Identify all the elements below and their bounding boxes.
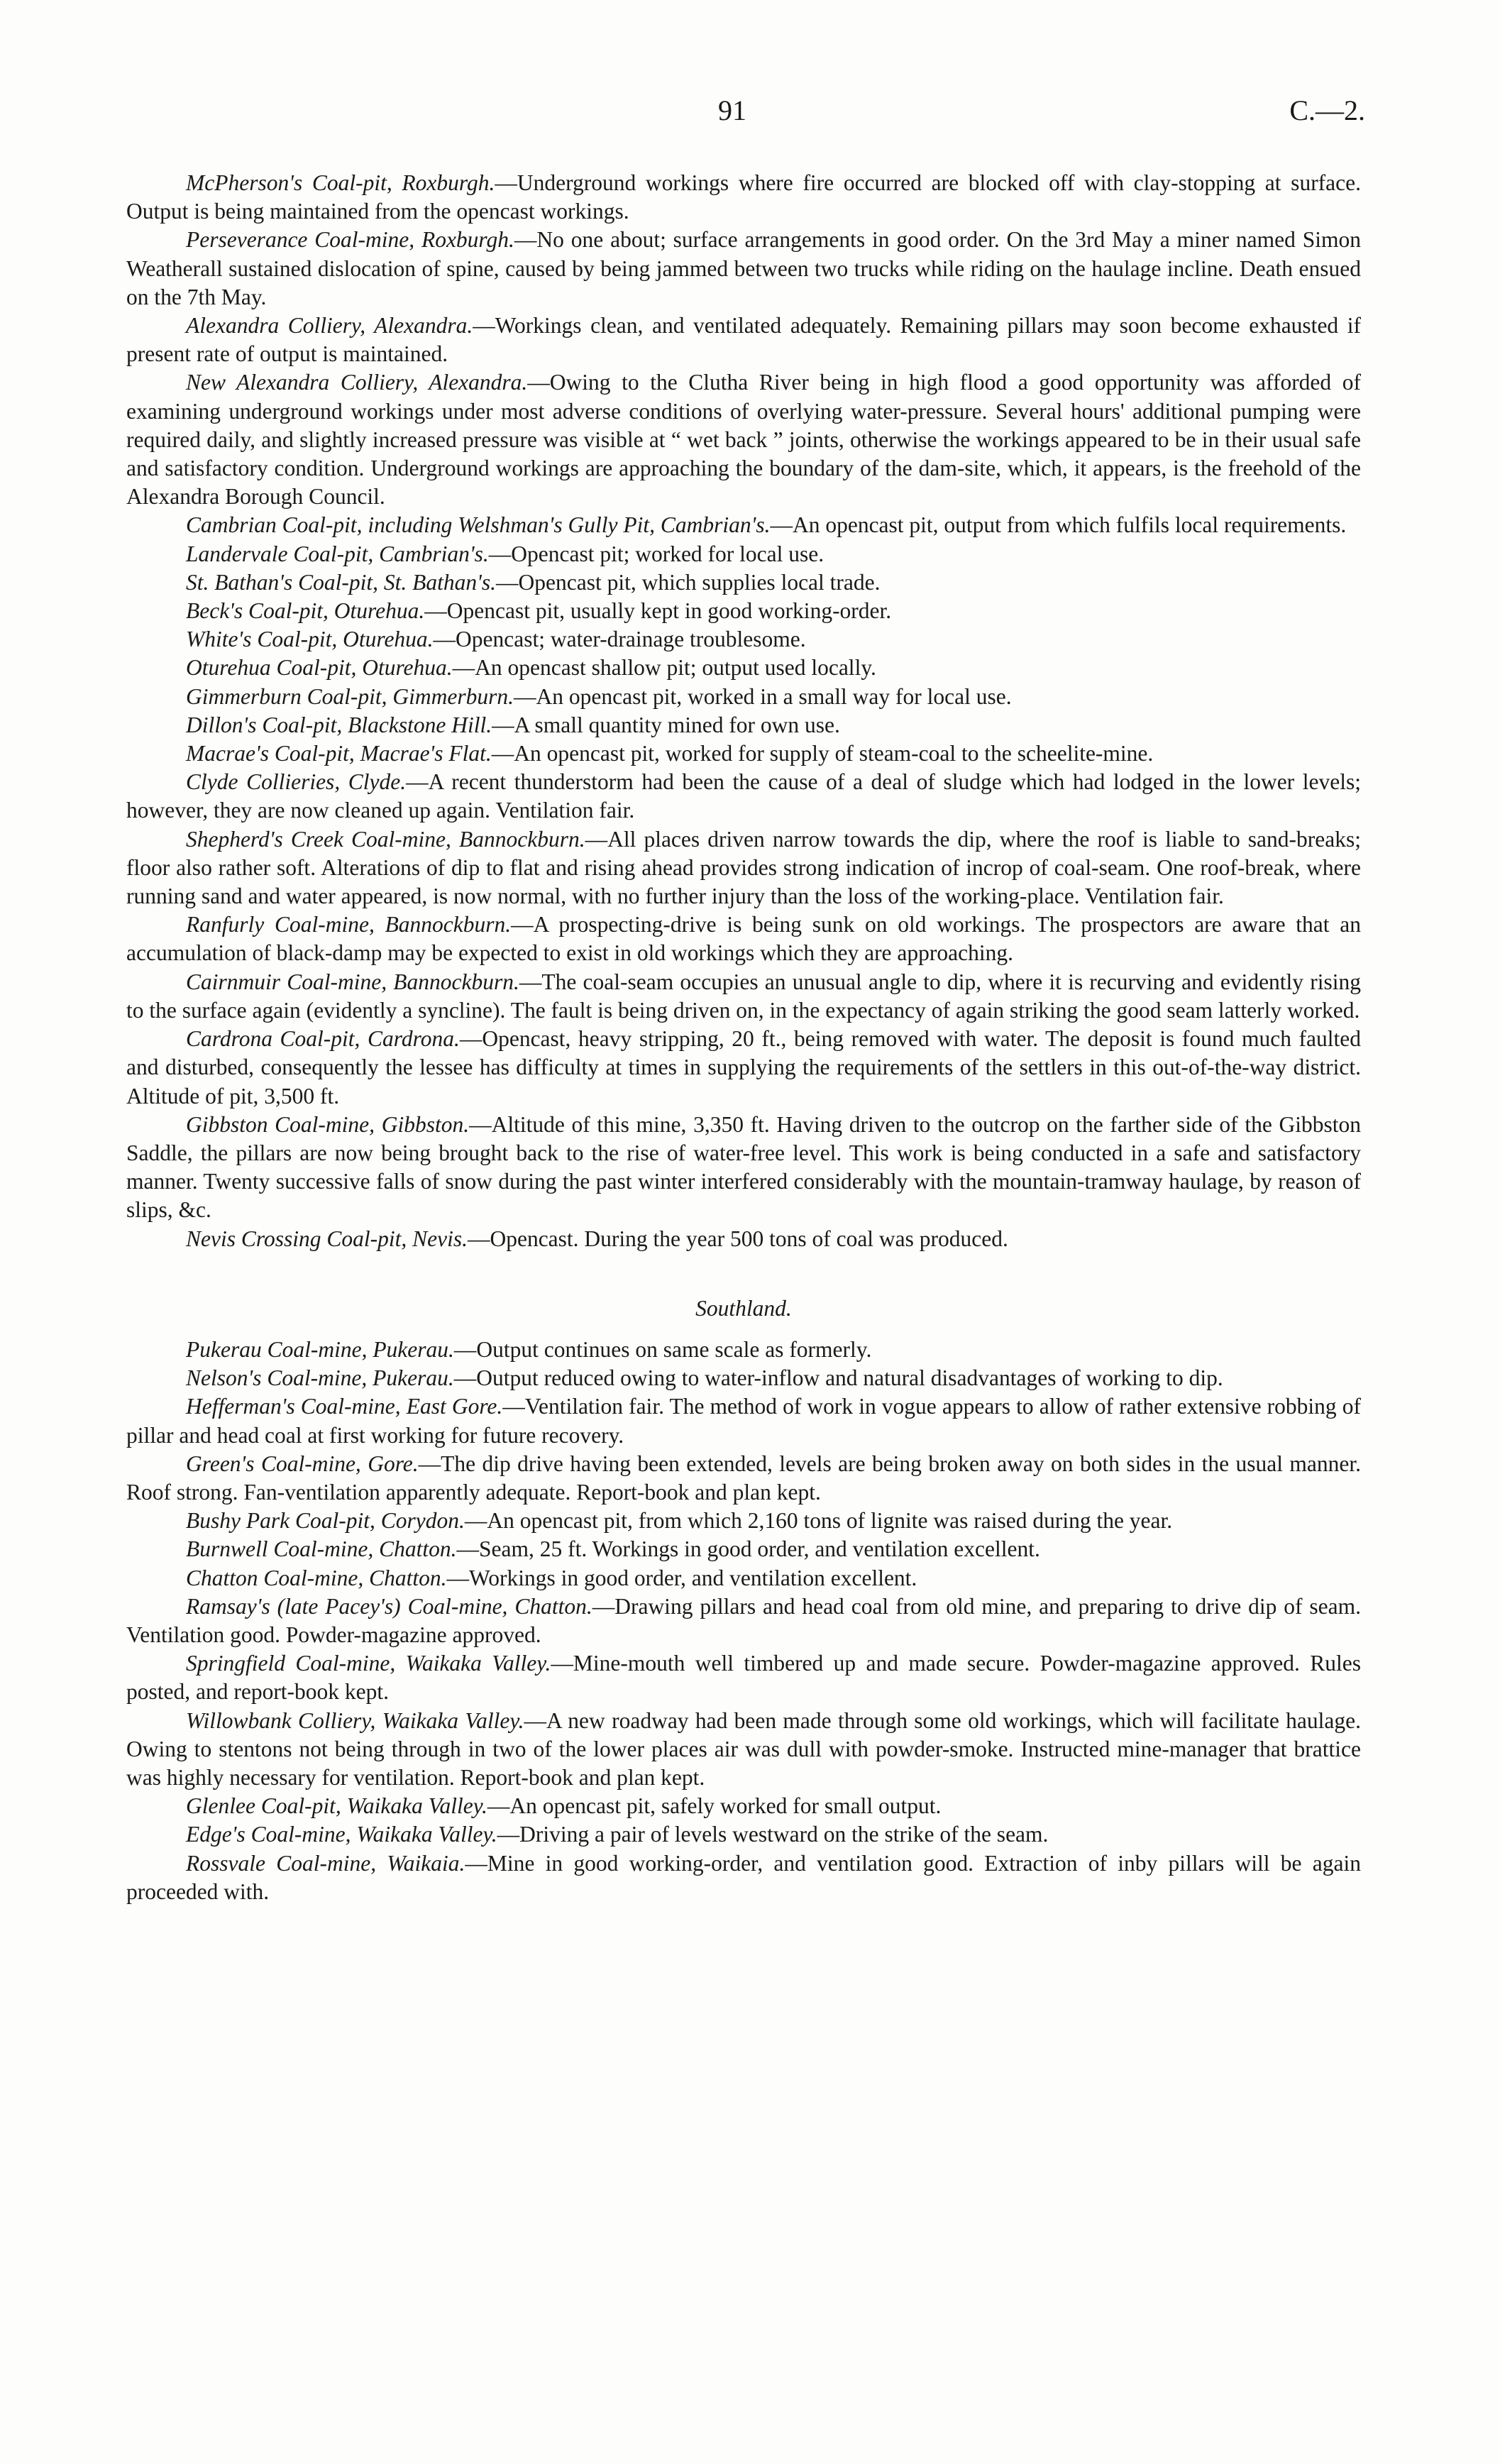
entry-text: —Mine in good working-order, and ventilation good. Extraction of inby pillars will be again proceeded with. xyxy=(126,1850,1362,1904)
entry-text: —A prospecting-drive is being sunk on old workings. The prospectors are aware that an accumulation of black-damp may be expected to exist in old workings which they are approaching. xyxy=(126,912,1361,966)
entry-title: Clyde Collieries, Clyde. xyxy=(186,769,407,795)
entry-text: —Workings in good order, and ventilation excellent. xyxy=(446,1565,917,1590)
entry-title: Nevis Crossing Coal-pit, Nevis. xyxy=(186,1226,468,1251)
entry-text: —Mine-mouth well timbered up and made secure. Powder-magazine approved. Rules posted, and report-book kept. xyxy=(126,1651,1361,1705)
entry-paragraph xyxy=(126,1535,1361,1563)
entry-title: Alexandra Colliery, Alexandra. xyxy=(186,313,473,339)
entry-paragraph xyxy=(126,368,1361,511)
entry-title: Gibbston Coal-mine, Gibbston. xyxy=(186,1111,470,1137)
entry-text: —Underground workings where fire occurred are blocked off with clay-stopping at surface. Output is being maintained from the opencast workings. xyxy=(126,170,1361,224)
entry-title: Cairnmuir Coal-mine, Bannockburn. xyxy=(186,969,519,994)
entry-text: —Opencast. During the year 500 tons of coal was produced. xyxy=(467,1226,1008,1251)
entry-text: —Opencast pit, usually kept in good working-order. xyxy=(424,598,892,624)
entry-text: —A small quantity mined for own use. xyxy=(492,712,840,737)
entry-paragraph xyxy=(126,1450,1361,1507)
entry-paragraph xyxy=(126,1392,1361,1449)
entry-text: —An opencast shallow pit; output used locally. xyxy=(452,655,876,681)
entry-paragraph xyxy=(126,511,1361,539)
entry-title: Oturehua Coal-pit, Oturehua. xyxy=(186,655,453,681)
entry-paragraph xyxy=(126,169,1361,226)
document-reference: C.—2. xyxy=(1289,94,1365,126)
entry-title: Chatton Coal-mine, Chatton. xyxy=(186,1565,447,1590)
southland-entries xyxy=(126,1336,1361,1906)
entry-text: —No one about; surface arrangements in good order. On the 3rd May a miner named Simon Weatherall sustained dislocation of spine, caused by being jammed between two trucks while riding on the haulage incline. Death ensued on the 7th May. xyxy=(126,227,1361,309)
report-body xyxy=(126,169,1361,1906)
entry-title: Springfield Coal-mine, Waikaka Valley. xyxy=(186,1651,551,1676)
entry-text: —Output reduced owing to water-inflow and natural disadvantages of working to dip. xyxy=(453,1365,1223,1391)
entry-text: —Ventilation fair. The method of work in vogue appears to allow of rather extensive robbing of pillar and head coal at first working for future recovery. xyxy=(126,1394,1361,1448)
entry-paragraph xyxy=(126,597,1361,625)
entry-title: Gimmerburn Coal-pit, Gimmerburn. xyxy=(186,683,514,709)
entry-paragraph xyxy=(126,1364,1361,1392)
entry-title: Macrae's Coal-pit, Macrae's Flat. xyxy=(186,741,492,766)
entry-title: White's Coal-pit, Oturehua. xyxy=(186,627,434,652)
entry-text: —An opencast pit, safely worked for small output. xyxy=(487,1793,942,1819)
entry-text: —Workings clean, and ventilated adequately. Remaining pillars may soon become exhausted if present rate of output is maintained. xyxy=(126,313,1361,367)
entry-title: St. Bathan's Coal-pit, St. Bathan's. xyxy=(186,569,496,595)
entry-title: Shepherd's Creek Coal-mine, Bannockburn. xyxy=(186,826,585,852)
entry-title: Edge's Coal-mine, Waikaka Valley. xyxy=(186,1822,497,1847)
entry-paragraph xyxy=(126,1336,1361,1364)
entry-title: Perseverance Coal-mine, Roxburgh. xyxy=(186,227,514,253)
entry-text: —An opencast pit, worked in a small way for local use. xyxy=(514,683,1012,709)
page-header xyxy=(0,94,1500,136)
entry-title: Cardrona Coal-pit, Cardrona. xyxy=(186,1026,460,1052)
entry-paragraph xyxy=(126,1593,1361,1649)
entry-paragraph xyxy=(126,1025,1361,1111)
entry-paragraph xyxy=(126,1564,1361,1593)
entry-paragraph xyxy=(126,568,1361,597)
section-heading-southland: Southland. xyxy=(695,1295,792,1321)
entry-text: —Opencast pit; worked for local use. xyxy=(488,541,825,566)
entry-paragraph xyxy=(126,1649,1361,1706)
entry-title: Ranfurly Coal-mine, Bannockburn. xyxy=(186,912,512,937)
entry-text: —The coal-seam occupies an unusual angle to dip, where it is recurving and evidently rising to the surface again (evidently a syncline). The fault is being driven on, in the expectancy of again striking the good seam latterly worked. xyxy=(126,969,1361,1023)
entry-text: —Opencast pit, which supplies local trade. xyxy=(496,569,881,595)
otago-entries xyxy=(126,169,1361,1253)
entry-paragraph xyxy=(126,768,1361,825)
entry-paragraph xyxy=(126,911,1361,967)
entry-paragraph xyxy=(126,683,1361,711)
entry-text: —Owing to the Clutha River being in high flood a good opportunity was afforded of examining underground workings under most adverse conditions of overlying water-pressure. Several hours' additional pumping were required daily, and slightly increased pressure was visible at “ wet back ” joints, otherwise the workings appeared to be in their usual safe and satisfactory condition. Underground workings are approaching the boundary of the dam-site, which, it appears, is the freehold of the Alexandra Borough Council. xyxy=(126,370,1361,510)
entry-paragraph xyxy=(126,1707,1361,1793)
entry-title: Cambrian Coal-pit, including Welshman's Gully Pit, Cambrian's. xyxy=(186,512,771,538)
entry-paragraph xyxy=(126,540,1361,568)
entry-paragraph xyxy=(126,968,1361,1025)
entry-text: —Drawing pillars and head coal from old mine, and preparing to drive dip of seam. Ventilation good. Powder-magazine approved. xyxy=(126,1593,1361,1647)
entry-title: Ramsay's (late Pacey's) Coal-mine, Chatton. xyxy=(186,1593,592,1619)
entry-paragraph xyxy=(126,312,1361,368)
entry-paragraph xyxy=(126,226,1361,312)
entry-paragraph xyxy=(126,1849,1361,1906)
entry-title: McPherson's Coal-pit, Roxburgh. xyxy=(186,170,495,195)
entry-title: Nelson's Coal-mine, Pukerau. xyxy=(186,1365,454,1391)
entry-paragraph xyxy=(126,825,1361,911)
entry-title: Green's Coal-mine, Gore. xyxy=(186,1451,419,1476)
entry-paragraph xyxy=(126,1820,1361,1849)
entry-paragraph xyxy=(126,739,1361,768)
entry-text: —Altitude of this mine, 3,350 ft. Having driven to the outcrop on the farther side of the Gibbston Saddle, the pillars are now being brought back to the rise of water-free level. This work is being conducted in a safe and satisfactory manner. Twenty successive falls of snow during the past winter interfered considerably with the mountain-tramway haulage, by reason of slips, &c. xyxy=(126,1111,1361,1223)
entry-text: —A new roadway had been made through some old workings, which will facilitate haulage. Owing to stentons not being through in two of the lower places air was dull with powder-smoke. Instructed mine-manager that brattice was highly necessary for ventilation. Report-book and plan kept. xyxy=(126,1707,1361,1790)
entry-title: Willowbank Colliery, Waikaka Valley. xyxy=(186,1707,524,1733)
entry-text: —The dip drive having been extended, levels are being broken away on both sides in the usual manner. Roof strong. Fan-ventilation apparently adequate. Report-book and plan kept. xyxy=(126,1451,1361,1505)
entry-title: New Alexandra Colliery, Alexandra. xyxy=(186,370,528,395)
entry-paragraph xyxy=(126,1225,1361,1253)
entry-paragraph xyxy=(126,625,1361,654)
entry-text: —All places driven narrow towards the dip, where the roof is liable to sand-breaks; floor also rather soft. Alterations of dip to flat and rising ahead provides strong indication of incrop of coal-seam. One roof-break, where running sand and water appeared, is now normal, with no further injury than the loss of the working-place. Ventilation fair. xyxy=(126,826,1361,909)
entry-text: —Seam, 25 ft. Workings in good order, and ventilation excellent. xyxy=(456,1536,1040,1562)
entry-paragraph xyxy=(126,654,1361,682)
entry-text: —A recent thunderstorm had been the cause of a deal of sludge which had lodged in the lower levels; however, they are now cleaned up again. Ventilation fair. xyxy=(126,769,1361,823)
entry-title: Beck's Coal-pit, Oturehua. xyxy=(186,598,425,624)
entry-title: Dillon's Coal-pit, Blackstone Hill. xyxy=(186,712,492,737)
entry-paragraph xyxy=(126,1792,1361,1820)
entry-title: Glenlee Coal-pit, Waikaka Valley. xyxy=(186,1793,487,1819)
entry-paragraph xyxy=(126,711,1361,739)
entry-title: Pukerau Coal-mine, Pukerau. xyxy=(186,1336,454,1362)
entry-text: —Driving a pair of levels westward on the strike of the seam. xyxy=(497,1822,1049,1847)
entry-text: —Opencast; water-drainage troublesome. xyxy=(433,627,806,652)
entry-text: —An opencast pit, worked for supply of steam-coal to the scheelite-mine. xyxy=(491,741,1154,766)
entry-title: Bushy Park Coal-pit, Corydon. xyxy=(186,1508,465,1534)
entry-text: —An opencast pit, output from which fulfils local requirements. xyxy=(770,512,1347,538)
entry-text: —Output continues on same scale as formerly. xyxy=(453,1336,872,1362)
entry-title: Rossvale Coal-mine, Waikaia. xyxy=(186,1850,465,1876)
page-number: 91 xyxy=(718,94,746,126)
entry-paragraph xyxy=(126,1111,1361,1225)
entry-title: Burnwell Coal-mine, Chatton. xyxy=(186,1536,457,1562)
entry-title: Hefferman's Coal-mine, East Gore. xyxy=(186,1394,503,1419)
entry-title: Landervale Coal-pit, Cambrian's. xyxy=(186,541,489,566)
entry-paragraph xyxy=(126,1507,1361,1535)
entry-text: —Opencast, heavy stripping, 20 ft., being removed with water. The deposit is found much faulted and disturbed, consequently the lessee has difficulty at times in supplying the requirements of the settlers in this out-of-the-way district. Altitude of pit, 3,500 ft. xyxy=(126,1026,1361,1109)
entry-text: —An opencast pit, from which 2,160 tons of lignite was raised during the year. xyxy=(464,1508,1173,1534)
